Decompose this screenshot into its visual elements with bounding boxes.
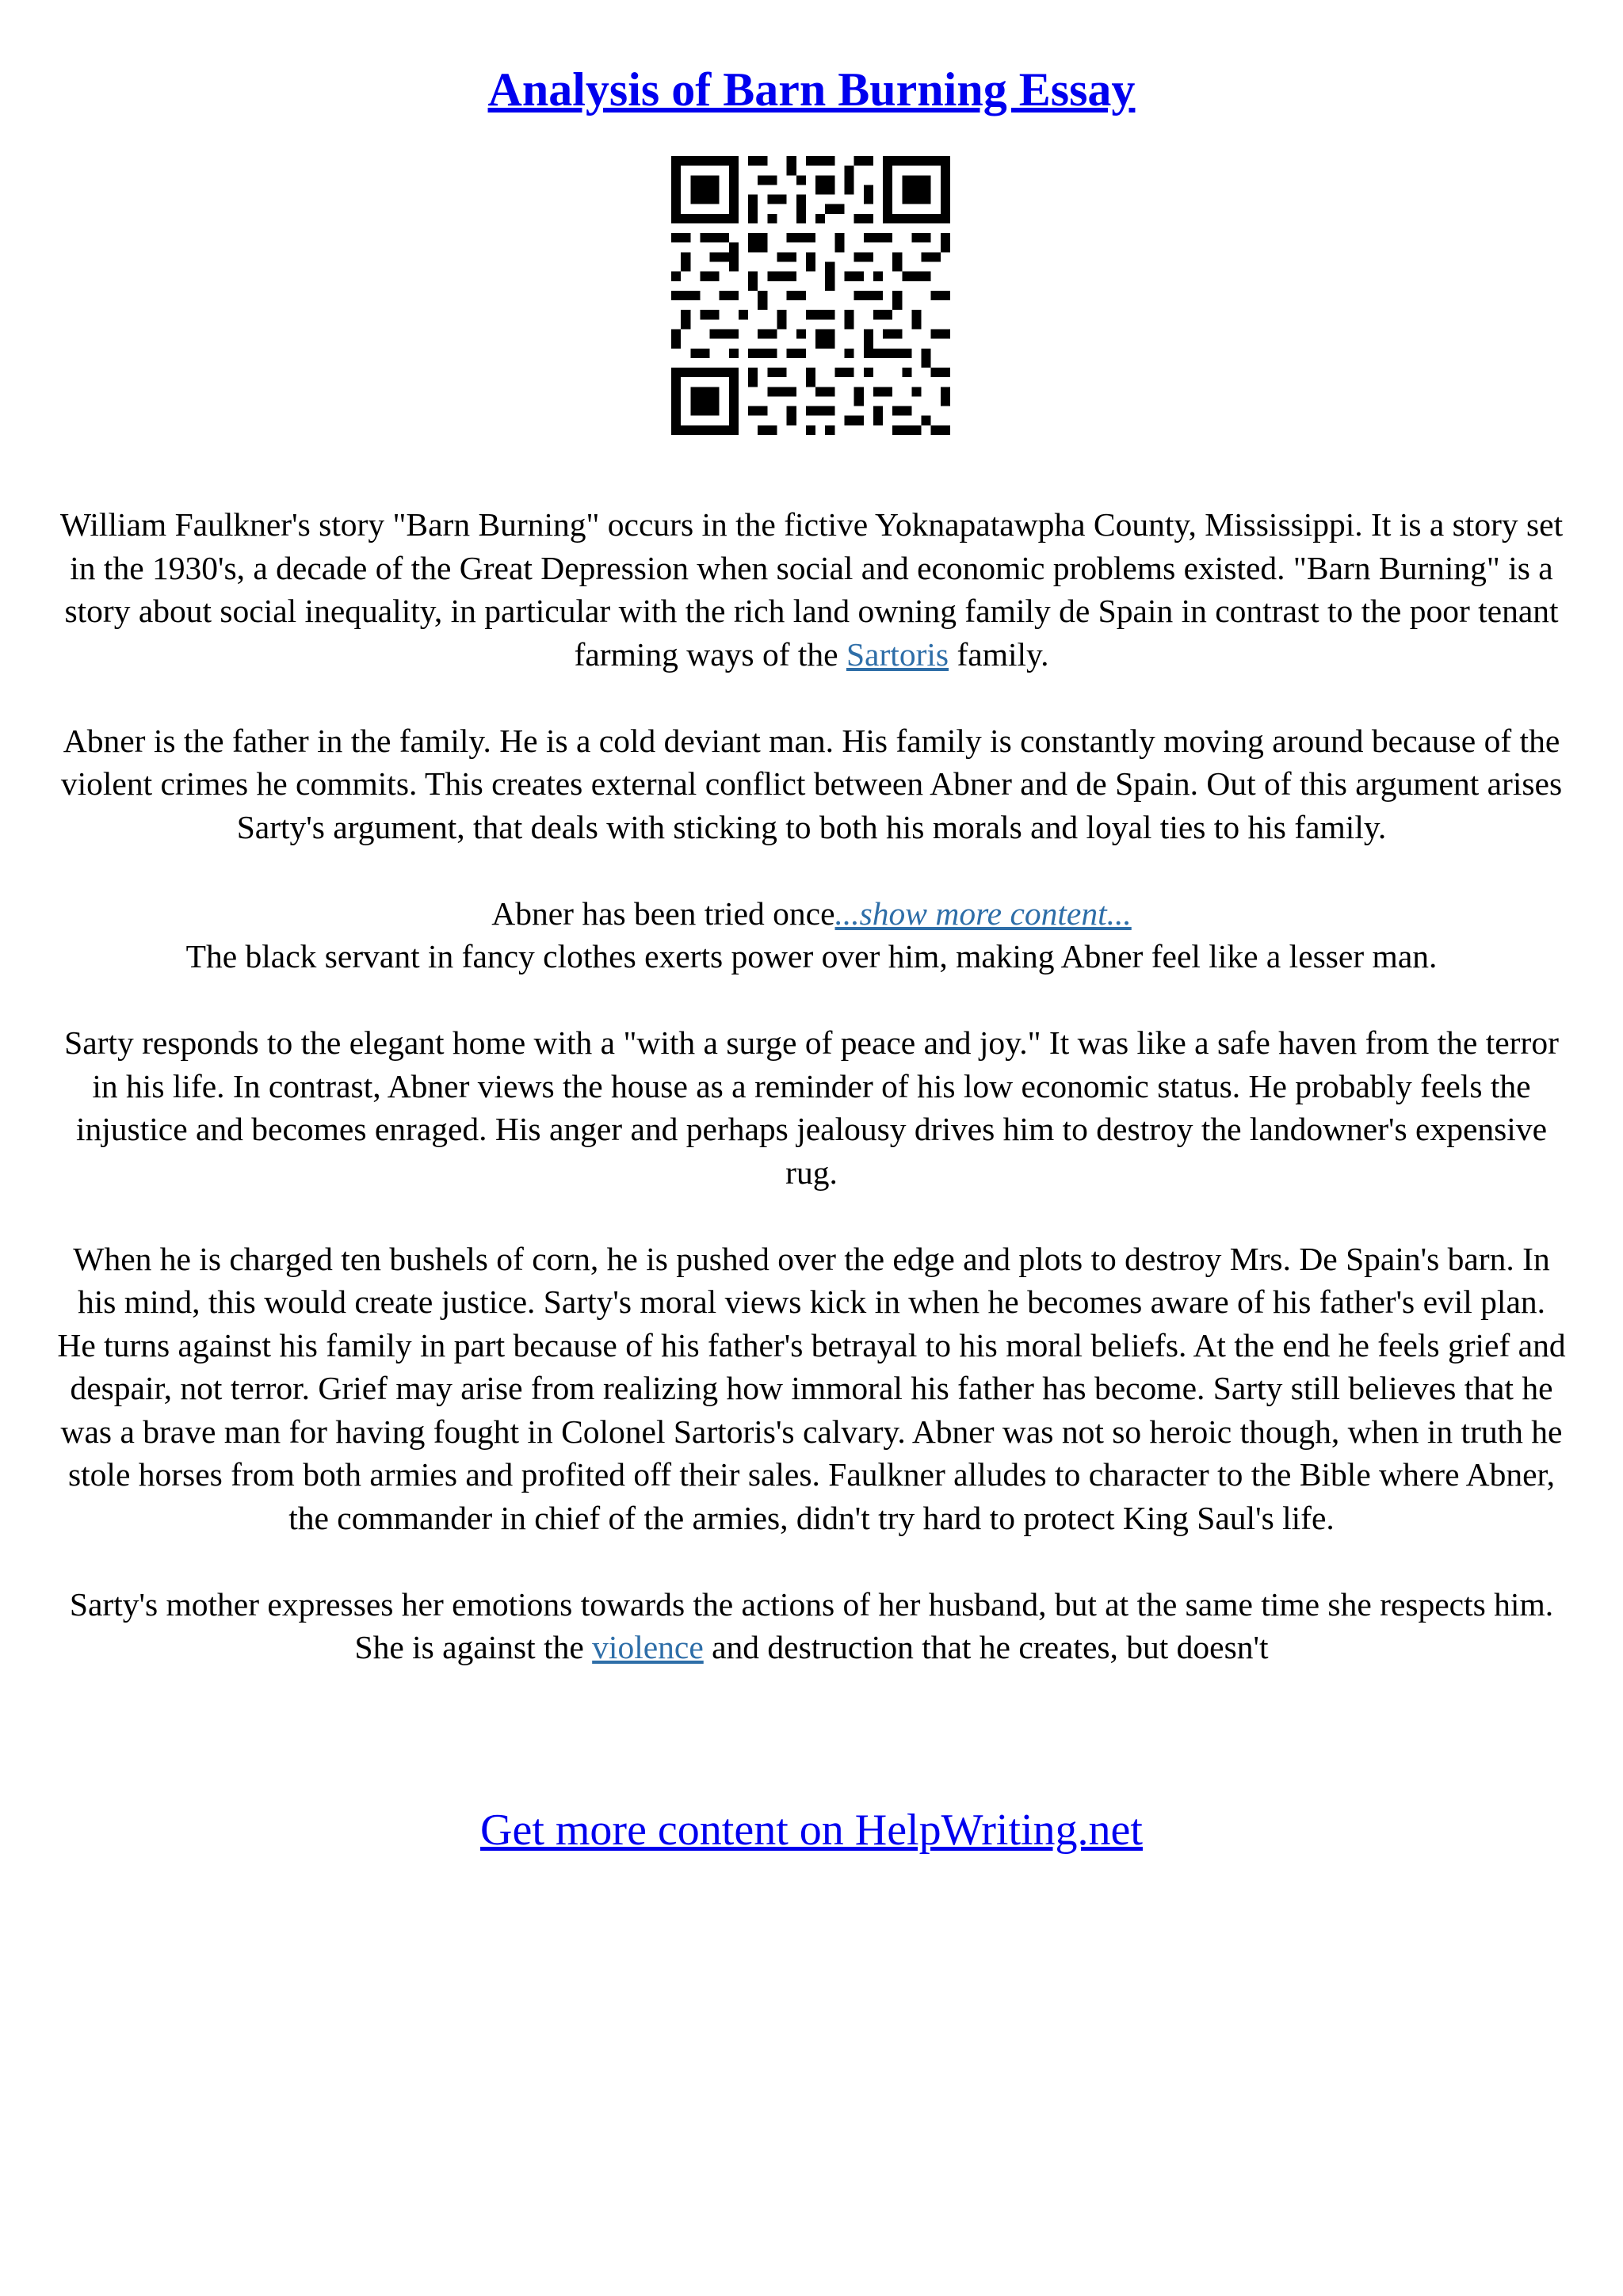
violence-link[interactable]: violence xyxy=(592,1629,704,1665)
paragraph-intro xyxy=(55,503,1568,676)
paragraph-servant-text: The black servant in fancy clothes exerts power over him, making Abner feel like a lesser man. xyxy=(185,938,1438,974)
paragraph-mother xyxy=(55,1583,1568,1669)
paragraph-intro-tail: family. xyxy=(949,635,1049,673)
sartoris-link[interactable]: Sartoris xyxy=(846,635,949,673)
paragraph-mother-tail: and destruction that he creates, but doesn't xyxy=(703,1629,1269,1665)
paragraph-tried-once-text: Abner has been tried once xyxy=(491,894,835,932)
document-title-link[interactable]: Analysis of Barn Burning Essay xyxy=(487,63,1136,116)
paragraph-mother-text: Sarty's mother expresses her emotions towards the actions of her husband, but at the same time she respects him. She is against the xyxy=(69,1585,1554,1665)
paragraph-abner: Abner is the father in the family. He is a cold deviant man. His family is constantly moving around because of the violent crimes he commits. This creates external conflict between Abner and de Spain. Out of this argument arises Sarty's argument, that deals with sticking to both his morals and loyal ties to his family. xyxy=(60,722,1563,845)
get-more-content-link[interactable]: Get more content on HelpWriting.net xyxy=(480,1806,1143,1855)
paragraph-sarty-home: Sarty responds to the elegant home with a "with a surge of peace and joy." It was like a safe haven from the terror in his life. In contrast, Abner views the house as a reminder of his low economic status. He probably feels the injustice and becomes enraged. His anger and perhaps jealousy drives him to destroy the landowner's expensive rug. xyxy=(64,1024,1559,1191)
paragraph-intro-text: William Faulkner's story "Barn Burning" occurs in the fictive Yoknapatawpha County, Mississippi. It is a story set in the 1930's, a decade of the Great Depression when social and economic problems existed. "Barn Burning" is a story about social inequality, in particular with the rich land owning family de Spain in contrast to the poor tenant farming ways of the xyxy=(59,506,1564,673)
qr-code-icon xyxy=(671,156,950,435)
document-title-container xyxy=(0,54,1623,125)
show-more-content-link[interactable]: ...show more content... xyxy=(834,894,1132,932)
paragraph-corn-barn: When he is charged ten bushels of corn, he is pushed over the edge and plots to destroy Mrs. De Spain's barn. In his mind, this would create justice. Sarty's moral views kick in when he becomes aware of his father's evil plan. He turns against his family in part because of his father's betrayal to his moral beliefs. At the end he feels grief and despair, not terror. Grief may arise from realizing how immoral his father has become. Sarty still believes that he was a brave man for having fought in Colonel Sartoris's calvary. Abner was not so heroic though, when in truth he stole horses from both armies and profited off their sales. Faulkner alludes to character to the Bible where Abner, the commander in chief of the armies, didn't try hard to protect King Saul's life. xyxy=(57,1240,1566,1536)
footer xyxy=(0,1798,1623,1862)
essay-body xyxy=(55,503,1568,1712)
paragraph-tried-once xyxy=(55,892,1568,978)
